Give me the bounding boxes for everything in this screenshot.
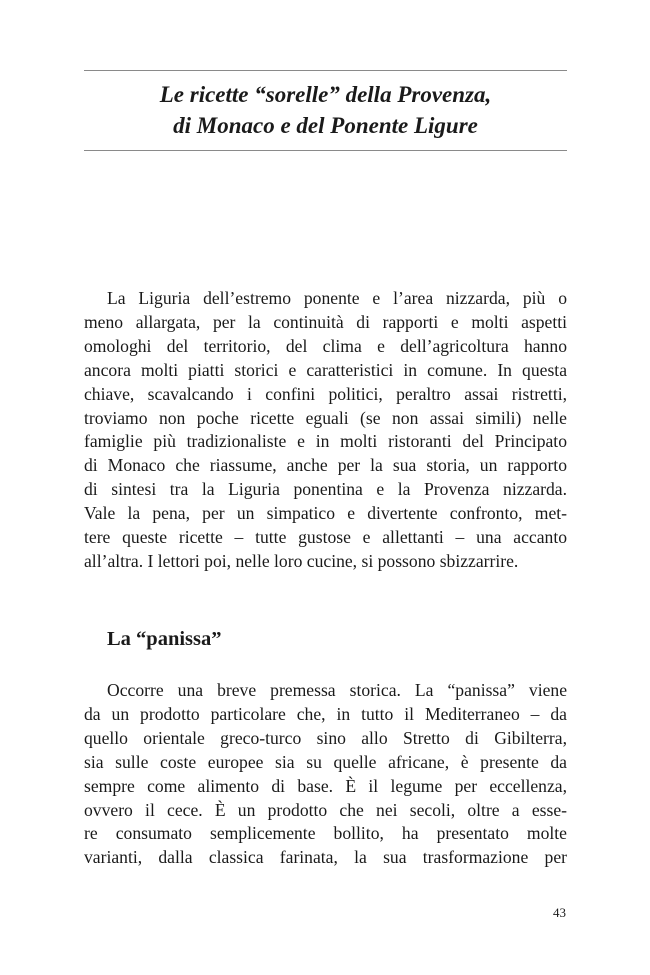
top-rule <box>84 70 567 71</box>
text-line: chiave, scavalcando i confini politici, peraltro assai ristretti, <box>84 383 567 404</box>
section-heading: La “panissa” <box>107 628 222 650</box>
text-line: di sintesi tra la Liguria ponentina e la Provenza nizzarda. <box>84 479 567 500</box>
text-line: La Liguria dell’estremo ponente e l’area nizzarda, più o <box>107 288 567 308</box>
text-line: meno allargata, per la continuità di rapporti e molti aspetti <box>84 311 567 332</box>
text-line: varianti, dalla classica farinata, la sua trasformazione per <box>84 847 567 868</box>
text-line: ancora molti piatti storici e caratteristici in comune. In questa <box>84 359 567 380</box>
text-line: re consumato semplicemente bollito, ha presentato molte <box>84 823 567 844</box>
bottom-rule <box>84 150 567 151</box>
text-line: Occorre una breve premessa storica. La “panissa” viene <box>107 680 567 700</box>
intro-paragraph <box>84 287 567 574</box>
text-line: da un prodotto particolare che, in tutto il Mediterraneo – da <box>84 703 567 724</box>
text-line: famiglie più tradizionaliste e in molti ristoranti del Principato <box>84 431 567 452</box>
chapter-title-line-1: Le ricette “sorelle” della Provenza, <box>159 82 492 107</box>
text-line: ovvero il cece. È un prodotto che nei secoli, oltre a esse- <box>84 799 567 820</box>
text-line: tere queste ricette – tutte gustose e allettanti – una accanto <box>84 527 567 548</box>
chapter-title-line-2: di Monaco e del Ponente Ligure <box>173 113 478 138</box>
text-line: di Monaco che riassume, anche per la sua storia, un rapporto <box>84 455 567 476</box>
text-line: sia sulle coste europee sia su quelle africane, è presente da <box>84 751 567 772</box>
text-line: omologhi del territorio, del clima e dell’agricoltura hanno <box>84 335 567 356</box>
chapter-title <box>84 79 567 141</box>
text-line: Vale la pena, per un simpatico e divertente confronto, met- <box>84 503 567 524</box>
page-number: 43 <box>553 905 566 920</box>
text-line: troviamo non poche ricette eguali (se non assai simili) nelle <box>84 407 567 428</box>
text-line: all’altra. I lettori poi, nelle loro cucine, si possono sbizzarrire. <box>84 550 519 571</box>
text-line: quello orientale greco-turco sino allo Stretto di Gibilterra, <box>84 727 567 748</box>
section-paragraph <box>84 679 567 870</box>
text-line: sempre come alimento di base. È il legume per eccellenza, <box>84 775 567 796</box>
